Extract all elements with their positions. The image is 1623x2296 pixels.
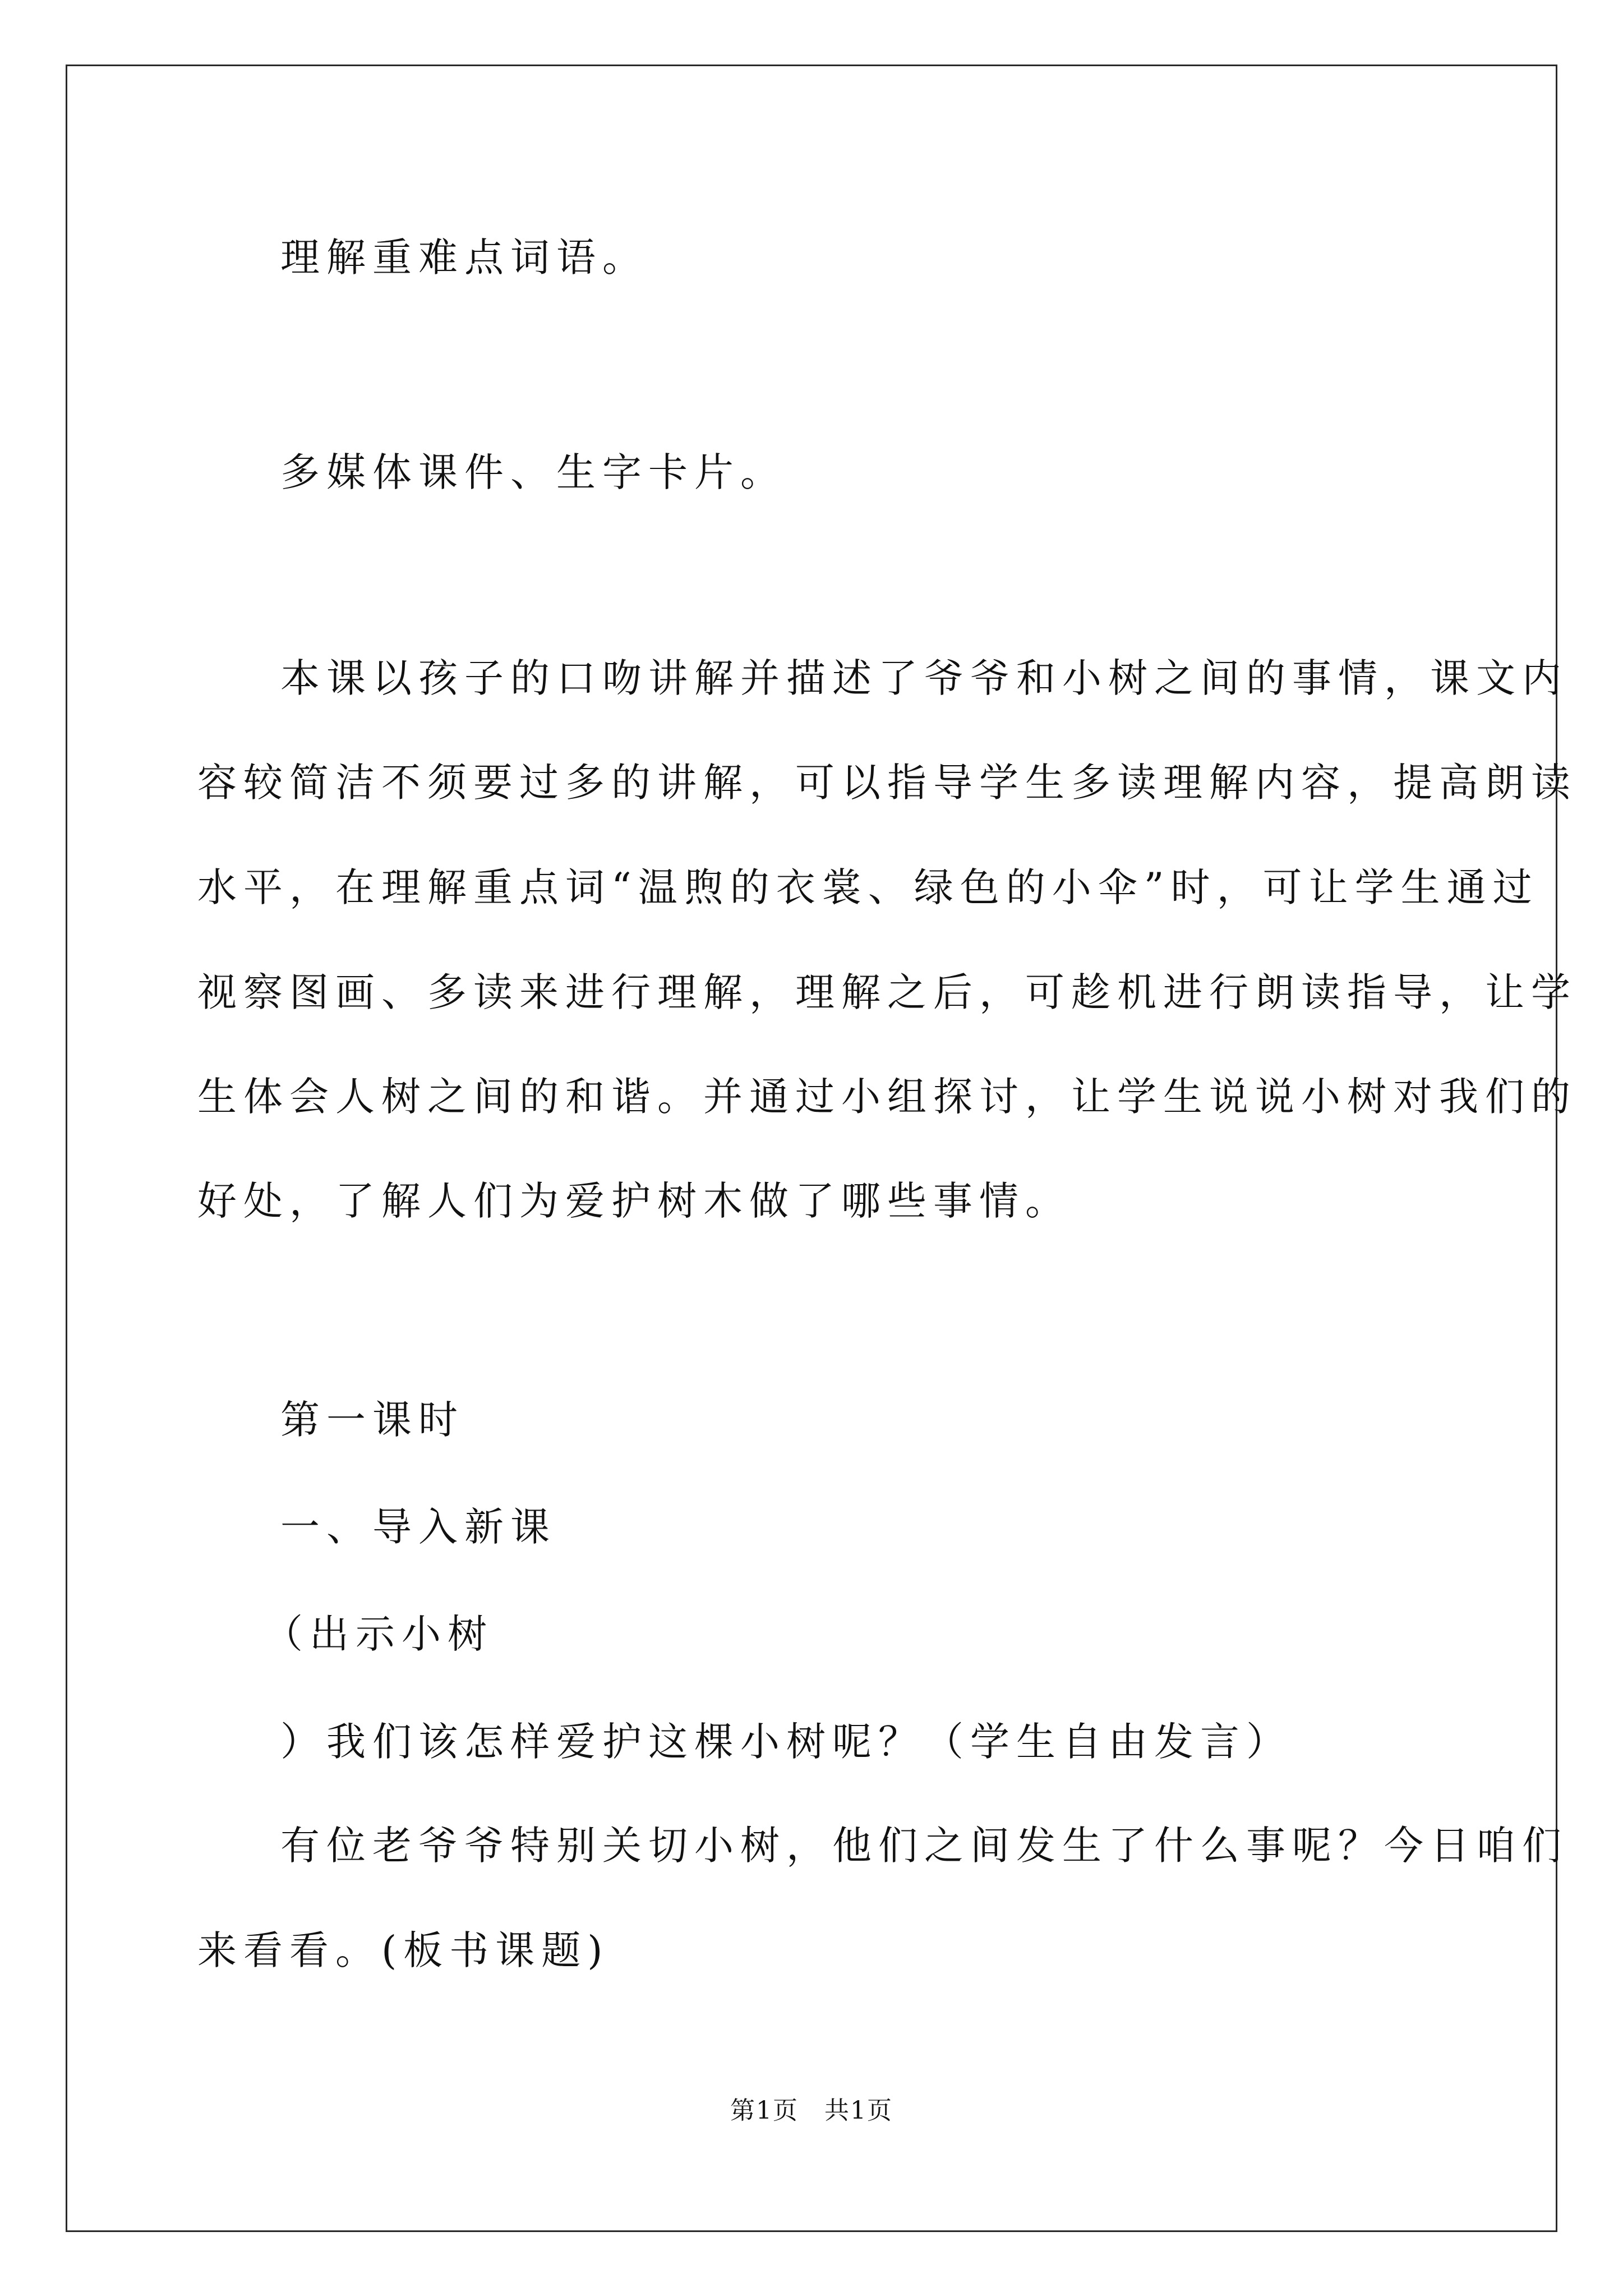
- text-line-materials: 多媒体课件、生字卡片。: [280, 449, 786, 495]
- paragraph-line: 生体会人树之间的和谐。并通过小组探讨，让学生说说小树对我们的: [197, 1074, 1577, 1120]
- text-line: ）我们该怎样爱护这棵小树呢？（学生自由发言）: [280, 1719, 1292, 1765]
- paragraph-line: 容较简洁不须要过多的讲解，可以指导学生多读理解内容，提高朗读: [197, 760, 1577, 806]
- page-footer: 第1页 共1页: [730, 2096, 893, 2125]
- paragraph-line: 好处，了解人们为爱护树木做了哪些事情。: [197, 1178, 1071, 1224]
- text-line: （出示小树: [264, 1611, 494, 1657]
- paragraph-line: 水平，在理解重点词“温煦的衣裳、绿色的小伞”时，可让学生通过: [197, 864, 1539, 910]
- page-border: [66, 65, 1557, 2232]
- text-line-key-words: 理解重难点词语。: [280, 234, 648, 280]
- paragraph-line: 有位老爷爷特别关切小树，他们之间发生了什么事呢？今日咱们: [280, 1823, 1568, 1869]
- paragraph-line: 视察图画、多读来进行理解，理解之后，可趁机进行朗读指导，让学: [197, 969, 1577, 1015]
- section-heading-lesson: 第一课时: [280, 1397, 464, 1443]
- paragraph-line: 来看看。(板书课题): [197, 1927, 610, 1973]
- section-heading-intro: 一、导入新课: [280, 1504, 556, 1550]
- paragraph-line: 本课以孩子的口吻讲解并描述了爷爷和小树之间的事情，课文内: [280, 655, 1568, 701]
